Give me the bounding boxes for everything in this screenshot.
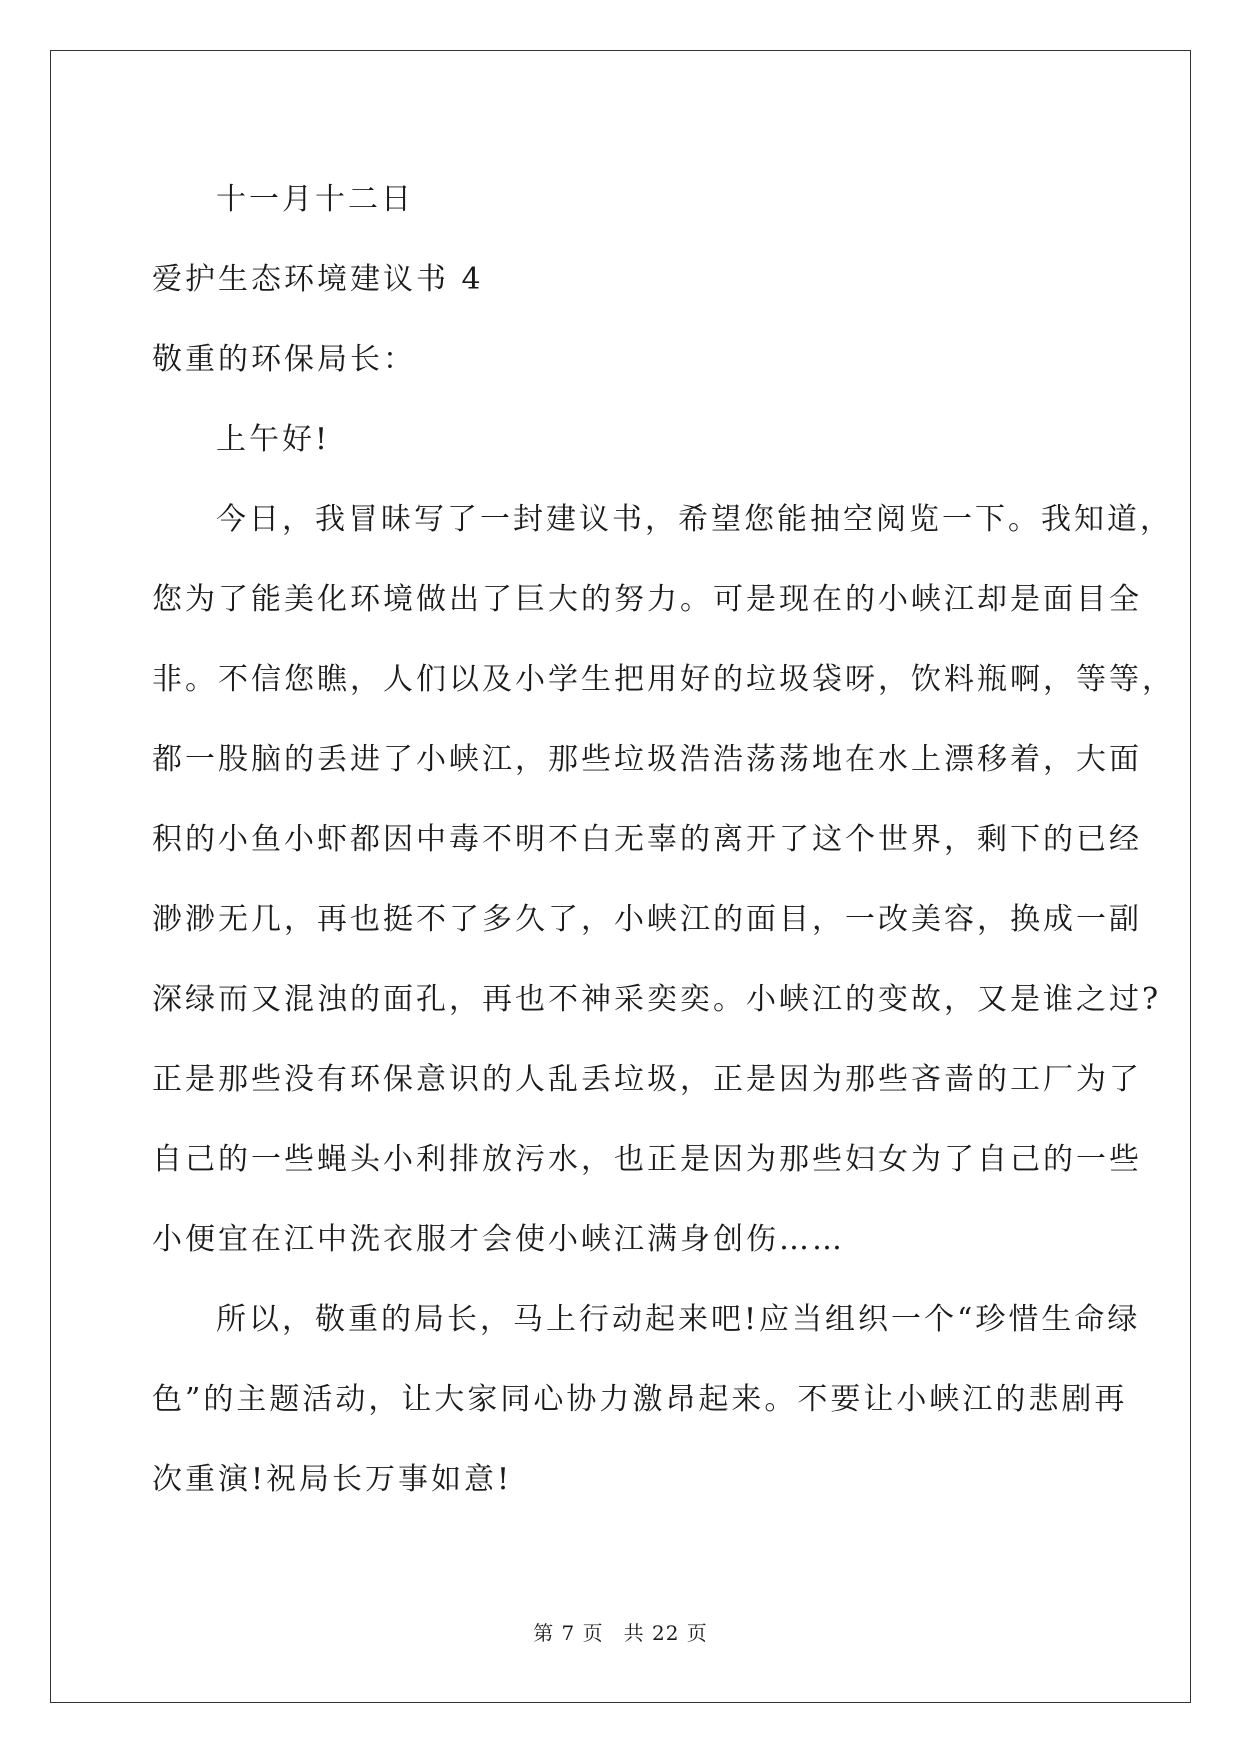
paragraph-line: 正是那些没有环保意识的人乱丢垃圾，正是因为那些吝啬的工厂为了 <box>152 1062 1142 1097</box>
salutation: 敬重的环保局长： <box>152 342 416 377</box>
paragraph-1 <box>152 480 1175 1280</box>
paragraph-line: 渺渺无几，再也挺不了多久了，小峡江的面目，一改美容，换成一副 <box>152 902 1142 937</box>
paragraph-line: 自己的一些蝇头小利排放污水，也正是因为那些妇女为了自己的一些 <box>152 1142 1142 1177</box>
paragraph-line: 次重演!祝局长万事如意! <box>152 1462 513 1497</box>
date-line: 十一月十二日 <box>216 182 414 217</box>
paragraph-2 <box>152 1280 1141 1520</box>
document-body <box>152 160 1175 1520</box>
paragraph-line: 色”的主题活动，让大家同心协力激昂起来。不要让小峡江的悲剧再 <box>152 1382 1128 1417</box>
paragraph-line: 积的小鱼小虾都因中毒不明不白无辜的离开了这个世界，剩下的已经 <box>152 822 1142 857</box>
paragraph-line: 深绿而又混浊的面孔，再也不神采奕奕。小峡江的变故，又是谁之过? <box>152 982 1162 1017</box>
paragraph-line: 今日，我冒昧写了一封建议书，希望您能抽空阅览一下。我知道， <box>216 502 1173 537</box>
greeting: 上午好! <box>216 422 331 457</box>
document-title: 爱护生态环境建议书 4 <box>152 262 484 297</box>
page-total: 共 22 页 <box>623 1621 708 1645</box>
paragraph-line: 您为了能美化环境做出了巨大的努力。可是现在的小峡江却是面目全 <box>152 582 1142 617</box>
paragraph-line: 都一股脑的丢进了小峡江，那些垃圾浩浩荡荡地在水上漂移着，大面 <box>152 742 1142 777</box>
paragraph-line: 所以，敬重的局长，马上行动起来吧!应当组织一个“珍惜生命绿 <box>216 1302 1141 1337</box>
page-number: 第 7 页 <box>533 1621 604 1645</box>
paragraph-line: 非。不信您瞧，人们以及小学生把用好的垃圾袋呀，饮料瓶啊，等等， <box>152 662 1175 697</box>
page-footer <box>0 1617 1241 1646</box>
paragraph-line: 小便宜在江中洗衣服才会使小峡江满身创伤…… <box>152 1222 845 1257</box>
